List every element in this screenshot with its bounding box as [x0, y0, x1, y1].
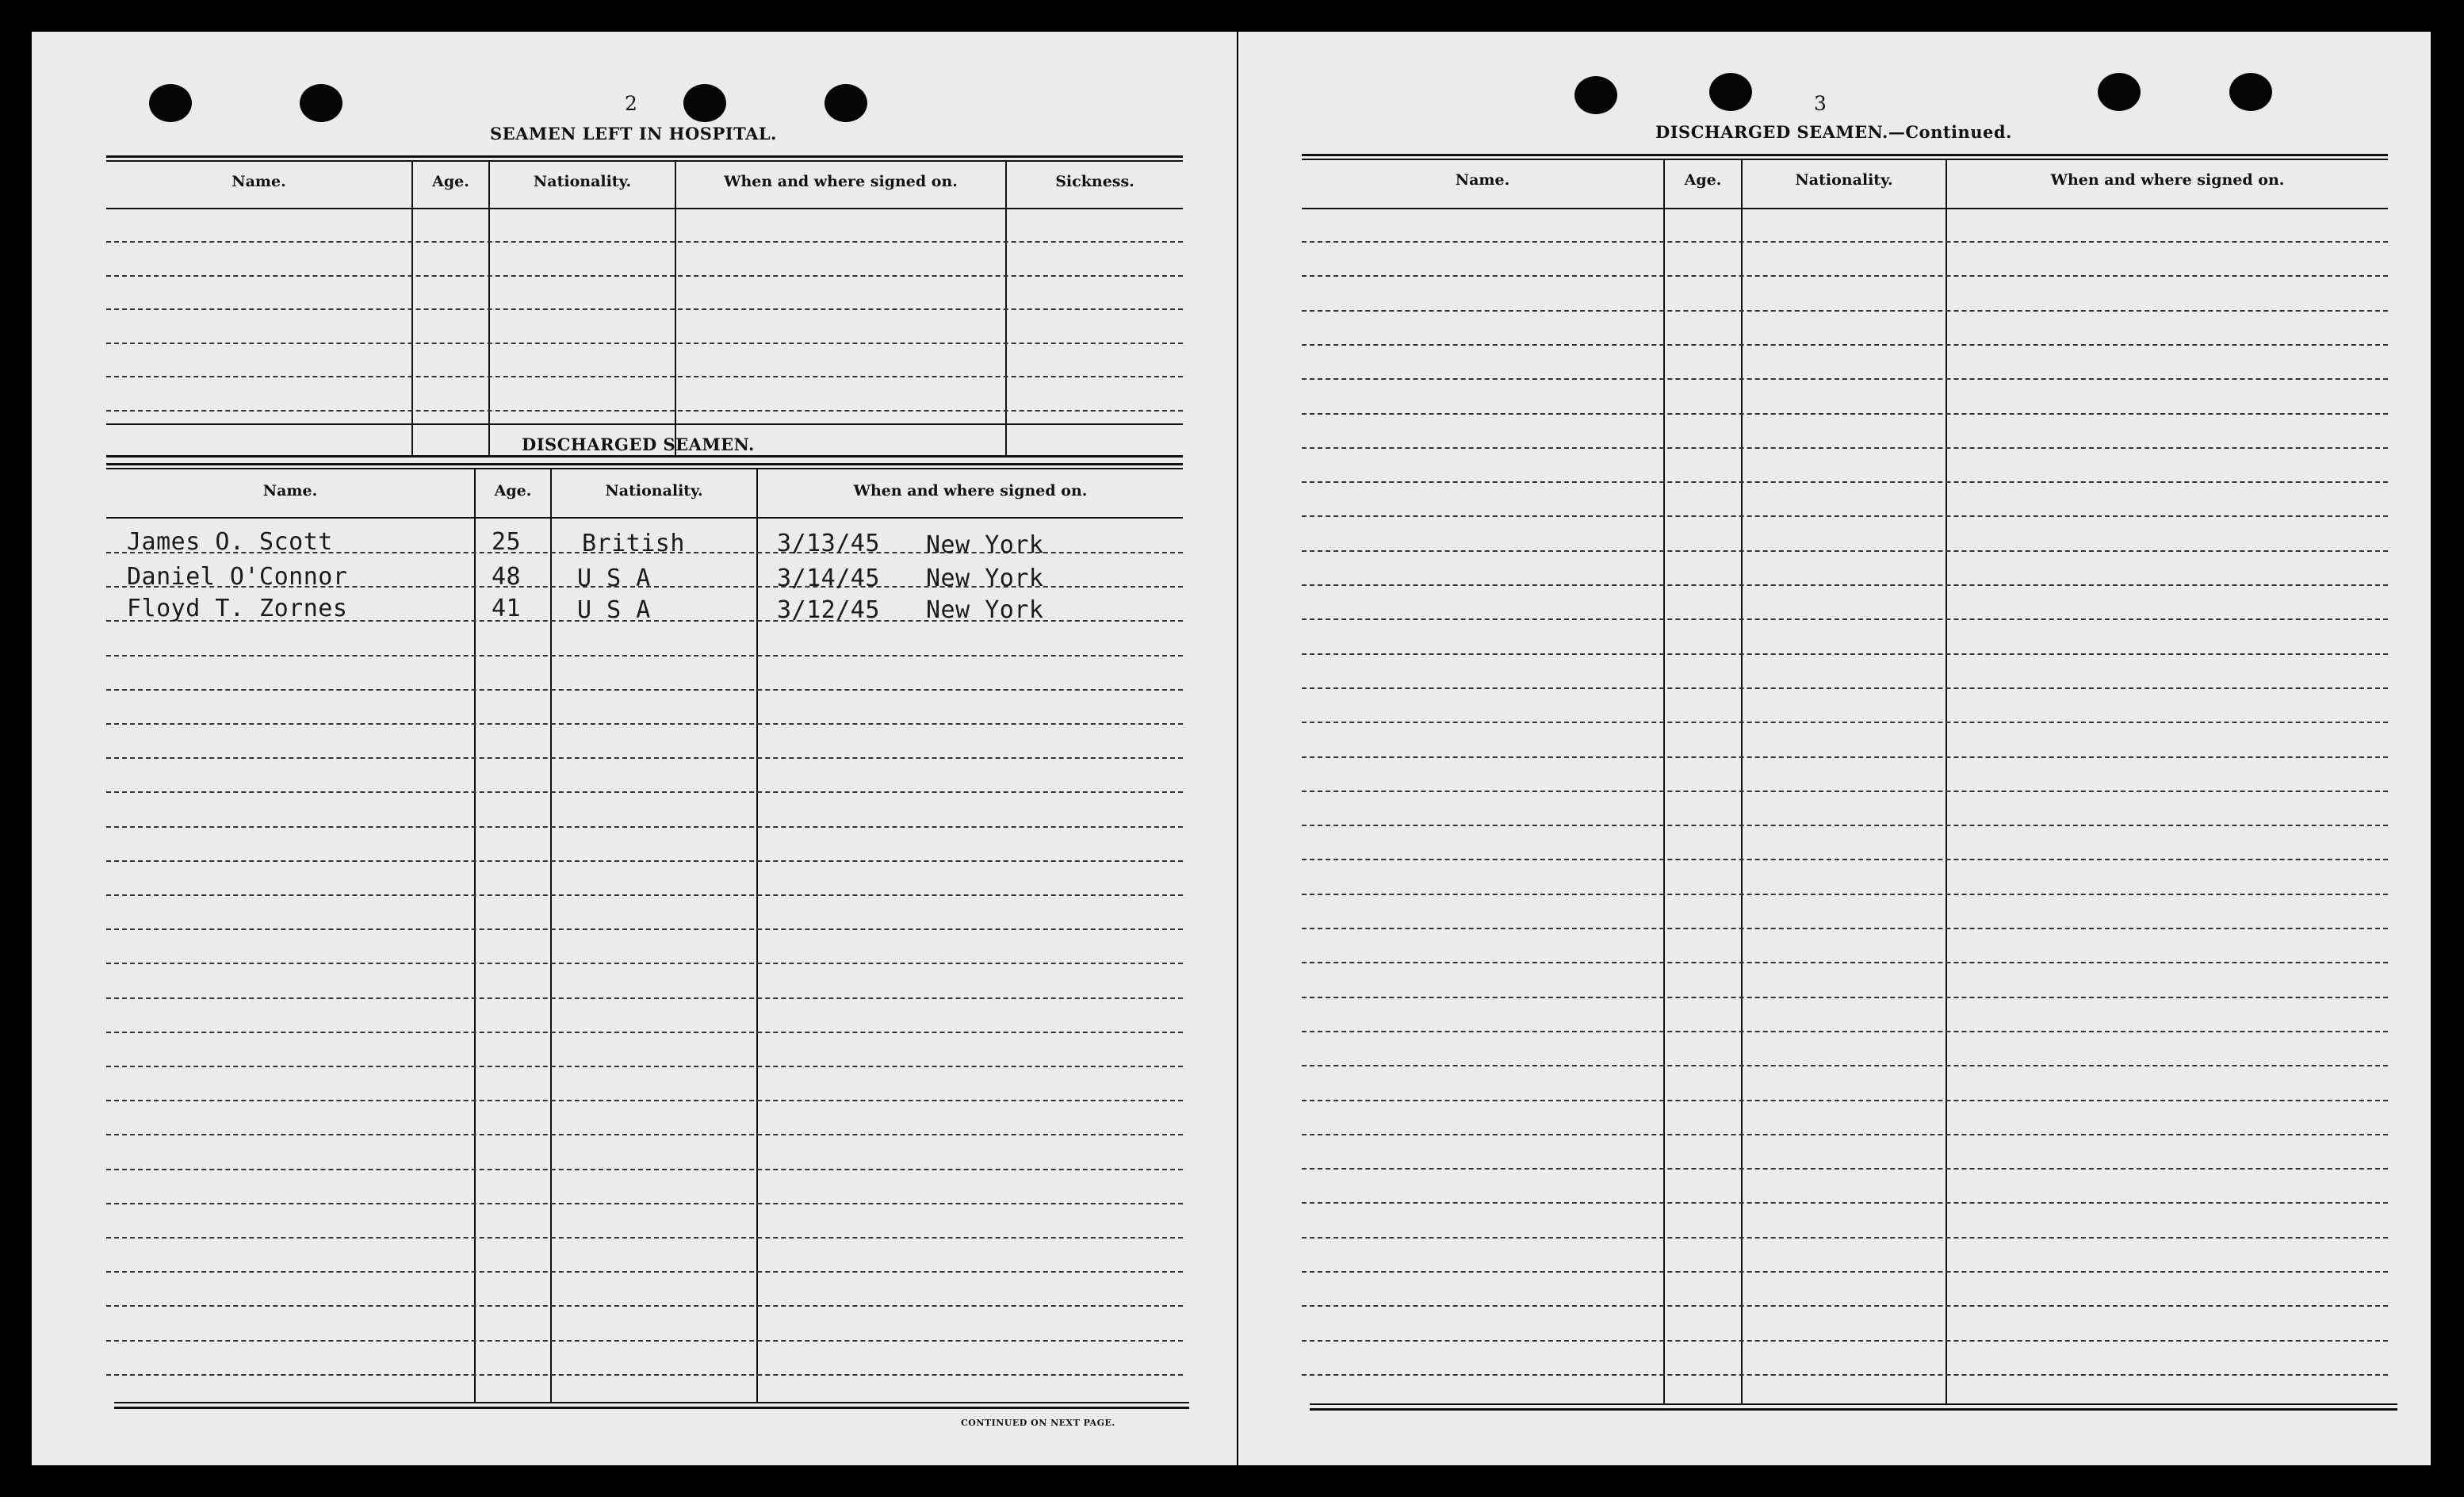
seaman-age: 41	[492, 595, 522, 622]
ruled-line	[106, 689, 1183, 691]
ruled-line	[1302, 687, 2388, 689]
page-number: 3	[1814, 92, 1827, 115]
seaman-nationality: U S A	[577, 596, 651, 624]
punch-hole	[149, 84, 192, 122]
signed-on-date: 3/12/45	[777, 596, 880, 624]
hospital-section-title: SEAMEN LEFT IN HOSPITAL.	[490, 124, 777, 144]
discharged-section-title: DISCHARGED SEAMEN.	[522, 435, 755, 454]
ruled-line	[1302, 1237, 2388, 1239]
col-header-age: Age.	[494, 482, 532, 500]
punch-hole	[2098, 73, 2141, 111]
ruled-line	[1302, 447, 2388, 449]
punch-hole	[2229, 73, 2272, 111]
ruled-line	[106, 1374, 1183, 1376]
ruled-line	[106, 1203, 1183, 1204]
table-top-rule	[1302, 159, 2388, 160]
seaman-name: Daniel O'Connor	[127, 563, 348, 591]
ruled-line	[106, 1032, 1183, 1033]
ruled-line	[1302, 584, 2388, 586]
page-number: 2	[625, 92, 637, 115]
col-header-nationality: Nationality.	[605, 482, 703, 500]
seaman-age: 25	[492, 528, 522, 556]
ruled-line	[106, 241, 1183, 243]
ruled-line	[106, 826, 1183, 828]
ruled-line	[1302, 1340, 2388, 1342]
ruled-line	[1302, 1271, 2388, 1273]
col-header-signed-on: When and where signed on.	[724, 173, 958, 190]
discharged-continued-title: DISCHARGED SEAMEN.—Continued.	[1655, 122, 2012, 142]
ruled-line	[1302, 550, 2388, 552]
ruled-line	[1302, 1202, 2388, 1204]
ruled-line	[1302, 756, 2388, 758]
ruled-line	[1302, 1031, 2388, 1032]
ruled-line	[106, 928, 1183, 930]
punch-hole	[1709, 73, 1752, 111]
table-top-rule	[106, 468, 1183, 469]
seaman-name: Floyd T. Zornes	[127, 595, 348, 622]
ruled-line	[106, 1066, 1183, 1067]
ruled-line	[1302, 1305, 2388, 1307]
punch-hole	[825, 84, 867, 122]
ruled-line	[1302, 962, 2388, 963]
column-divider	[756, 468, 758, 1403]
ruled-line	[106, 1169, 1183, 1170]
ruled-line	[106, 275, 1183, 277]
table-top-rule	[106, 463, 1183, 465]
punch-hole	[300, 84, 342, 122]
ruled-line	[106, 894, 1183, 896]
ruled-line	[1302, 928, 2388, 929]
table-top-rule	[106, 155, 1183, 158]
ruled-line	[1302, 825, 2388, 826]
header-bottom-rule	[106, 208, 1183, 209]
signed-on-place: New York	[926, 596, 1044, 624]
ruled-line	[106, 655, 1183, 657]
ruled-line	[1302, 1100, 2388, 1101]
ruled-line	[106, 1271, 1183, 1273]
ruled-line	[1302, 310, 2388, 312]
ruled-line	[1302, 481, 2388, 483]
ruled-line	[1302, 1168, 2388, 1170]
ruled-line	[1302, 1374, 2388, 1376]
col-header-sickness: Sickness.	[1055, 173, 1134, 190]
signed-on-date: 3/13/45	[777, 530, 880, 557]
ruled-line	[106, 963, 1183, 964]
ruled-line	[106, 1305, 1183, 1307]
ruled-line	[106, 997, 1183, 999]
right-page	[1238, 32, 2431, 1465]
section-rule	[106, 455, 1183, 458]
ruled-line	[106, 723, 1183, 725]
col-header-age: Age.	[1684, 171, 1722, 189]
table-top-rule	[106, 160, 1183, 162]
header-bottom-rule	[106, 517, 1183, 519]
col-header-name: Name.	[231, 173, 286, 190]
ruled-line	[106, 308, 1183, 310]
ruled-line	[106, 376, 1183, 377]
ruled-line	[106, 1237, 1183, 1239]
ruled-line	[1302, 378, 2388, 380]
table-bottom-rule	[114, 1407, 1189, 1409]
ruled-line	[1302, 618, 2388, 620]
section-rule	[106, 423, 1183, 425]
continued-note: CONTINUED ON NEXT PAGE.	[961, 1418, 1115, 1428]
table-bottom-rule	[114, 1402, 1189, 1403]
ruled-line	[106, 343, 1183, 344]
ruled-line	[1302, 1065, 2388, 1066]
ruled-line	[1302, 275, 2388, 277]
table-bottom-rule	[1310, 1408, 2397, 1411]
column-divider	[550, 468, 552, 1403]
header-bottom-rule	[1302, 208, 2388, 209]
ruled-line	[106, 791, 1183, 793]
col-header-nationality: Nationality.	[533, 173, 632, 190]
seaman-name: James O. Scott	[127, 528, 333, 556]
col-header-signed-on: When and where signed on.	[2050, 171, 2285, 189]
punch-hole	[683, 84, 726, 122]
seaman-age: 48	[492, 563, 522, 591]
seaman-nationality: U S A	[577, 565, 651, 592]
table-bottom-rule	[1310, 1403, 2397, 1405]
ruled-line	[106, 410, 1183, 412]
ruled-line	[1302, 722, 2388, 723]
ruled-line	[106, 1100, 1183, 1101]
punch-hole	[1574, 76, 1617, 114]
col-header-age: Age.	[432, 173, 469, 190]
ruled-line	[1302, 894, 2388, 895]
table-top-rule	[1302, 154, 2388, 156]
seaman-nationality: British	[582, 530, 685, 557]
ruled-line	[1302, 1134, 2388, 1135]
ruled-line	[1302, 791, 2388, 792]
column-divider	[474, 468, 476, 1403]
signed-on-place: New York	[926, 531, 1044, 559]
ruled-line	[1302, 241, 2388, 243]
col-header-name: Name.	[1455, 171, 1510, 189]
ruled-line	[1302, 413, 2388, 415]
ruled-line	[1302, 344, 2388, 346]
ruled-line	[1302, 997, 2388, 998]
ruled-line	[1302, 515, 2388, 517]
col-header-name: Name.	[262, 482, 318, 500]
col-header-nationality: Nationality.	[1795, 171, 1893, 189]
signed-on-date: 3/14/45	[777, 565, 880, 592]
ruled-line	[1302, 653, 2388, 655]
ruled-line	[106, 757, 1183, 759]
ruled-line	[106, 860, 1183, 862]
ruled-line	[106, 1340, 1183, 1342]
signed-on-place: New York	[926, 565, 1044, 592]
ruled-line	[106, 1134, 1183, 1135]
ruled-line	[1302, 859, 2388, 860]
col-header-signed-on: When and where signed on.	[853, 482, 1088, 500]
left-page	[32, 32, 1237, 1465]
